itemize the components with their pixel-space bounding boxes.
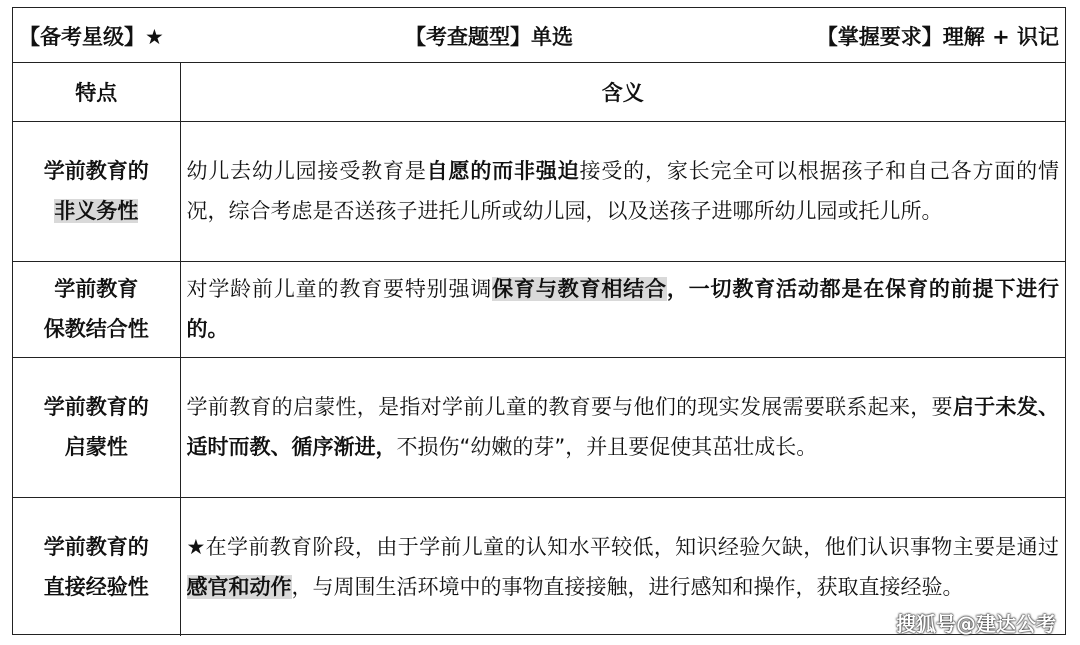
feature-line: 保教结合性 bbox=[43, 317, 149, 341]
feature-line: 直接经验性 bbox=[43, 574, 149, 599]
desc-text: 学前教育的启蒙性，是指对学前儿童的教育要与他们的现实发展需要联系起来，要 bbox=[186, 395, 953, 419]
feature-cell bbox=[13, 121, 180, 261]
table-row bbox=[13, 121, 1065, 261]
header-question-type: 【考查题型】单选 bbox=[405, 25, 573, 49]
document-frame bbox=[12, 7, 1066, 635]
feature-cell bbox=[13, 497, 180, 636]
desc-text: ，与周围生活环境中的事物直接接触，进行感知和操作，获取直接经验。 bbox=[291, 574, 964, 599]
desc-bold-highlighted-text: 感官和动作 bbox=[186, 574, 292, 599]
header-level: 【备考星级】★ bbox=[19, 25, 164, 49]
desc-bold-text: 自愿的而非强迫 bbox=[426, 159, 580, 183]
desc-bold-highlighted-text: 保育与教育相结合 bbox=[492, 277, 667, 301]
header-bar bbox=[13, 8, 1065, 63]
watermark: 搜狐号@建达公考 bbox=[896, 612, 1056, 636]
description-cell bbox=[180, 357, 1065, 497]
description-cell bbox=[180, 261, 1065, 357]
description-cell bbox=[180, 121, 1065, 261]
feature-cell bbox=[13, 261, 180, 357]
header-requirement: 【掌握要求】理解 + 识记 bbox=[816, 25, 1059, 49]
desc-bold-text: 启于未发、适时而教、循序渐进， bbox=[186, 395, 1060, 459]
desc-text: 对学龄前儿童的教育要特别强调 bbox=[186, 277, 493, 301]
feature-line-highlighted: 非义务性 bbox=[54, 199, 139, 223]
table-header-row bbox=[13, 63, 1065, 121]
feature-line: 学前教育的 bbox=[43, 159, 149, 183]
feature-line: 学前教育的 bbox=[43, 395, 149, 419]
feature-line: 启蒙性 bbox=[64, 435, 128, 459]
feature-line: 学前教育 bbox=[54, 277, 139, 301]
desc-text: ★在学前教育阶段，由于学前儿童的认知水平较低，知识经验欠缺，他们认识事物主要是通过 bbox=[186, 534, 1059, 559]
table-row bbox=[13, 357, 1065, 497]
column-header-meaning: 含义 bbox=[180, 63, 1065, 121]
desc-text: 不损伤“幼嫩的芽”，并且要促使其茁壮成长。 bbox=[396, 435, 818, 459]
desc-text: 幼儿去幼儿园接受教育是 bbox=[186, 159, 427, 183]
desc-text: 接受的，家长完全可以根据孩子和自己各方面的情况，综合考虑是否送孩子进托儿所或幼儿园，以及送孩子进哪所幼儿园或托儿所。 bbox=[186, 159, 1060, 223]
desc-bold-text: ，一切教育活动都是在保育的前提下进行的。 bbox=[186, 277, 1060, 341]
column-header-feature: 特点 bbox=[13, 63, 180, 121]
feature-table bbox=[13, 63, 1065, 636]
table-row bbox=[13, 261, 1065, 357]
feature-cell bbox=[13, 357, 180, 497]
feature-line: 学前教育的 bbox=[43, 534, 149, 559]
